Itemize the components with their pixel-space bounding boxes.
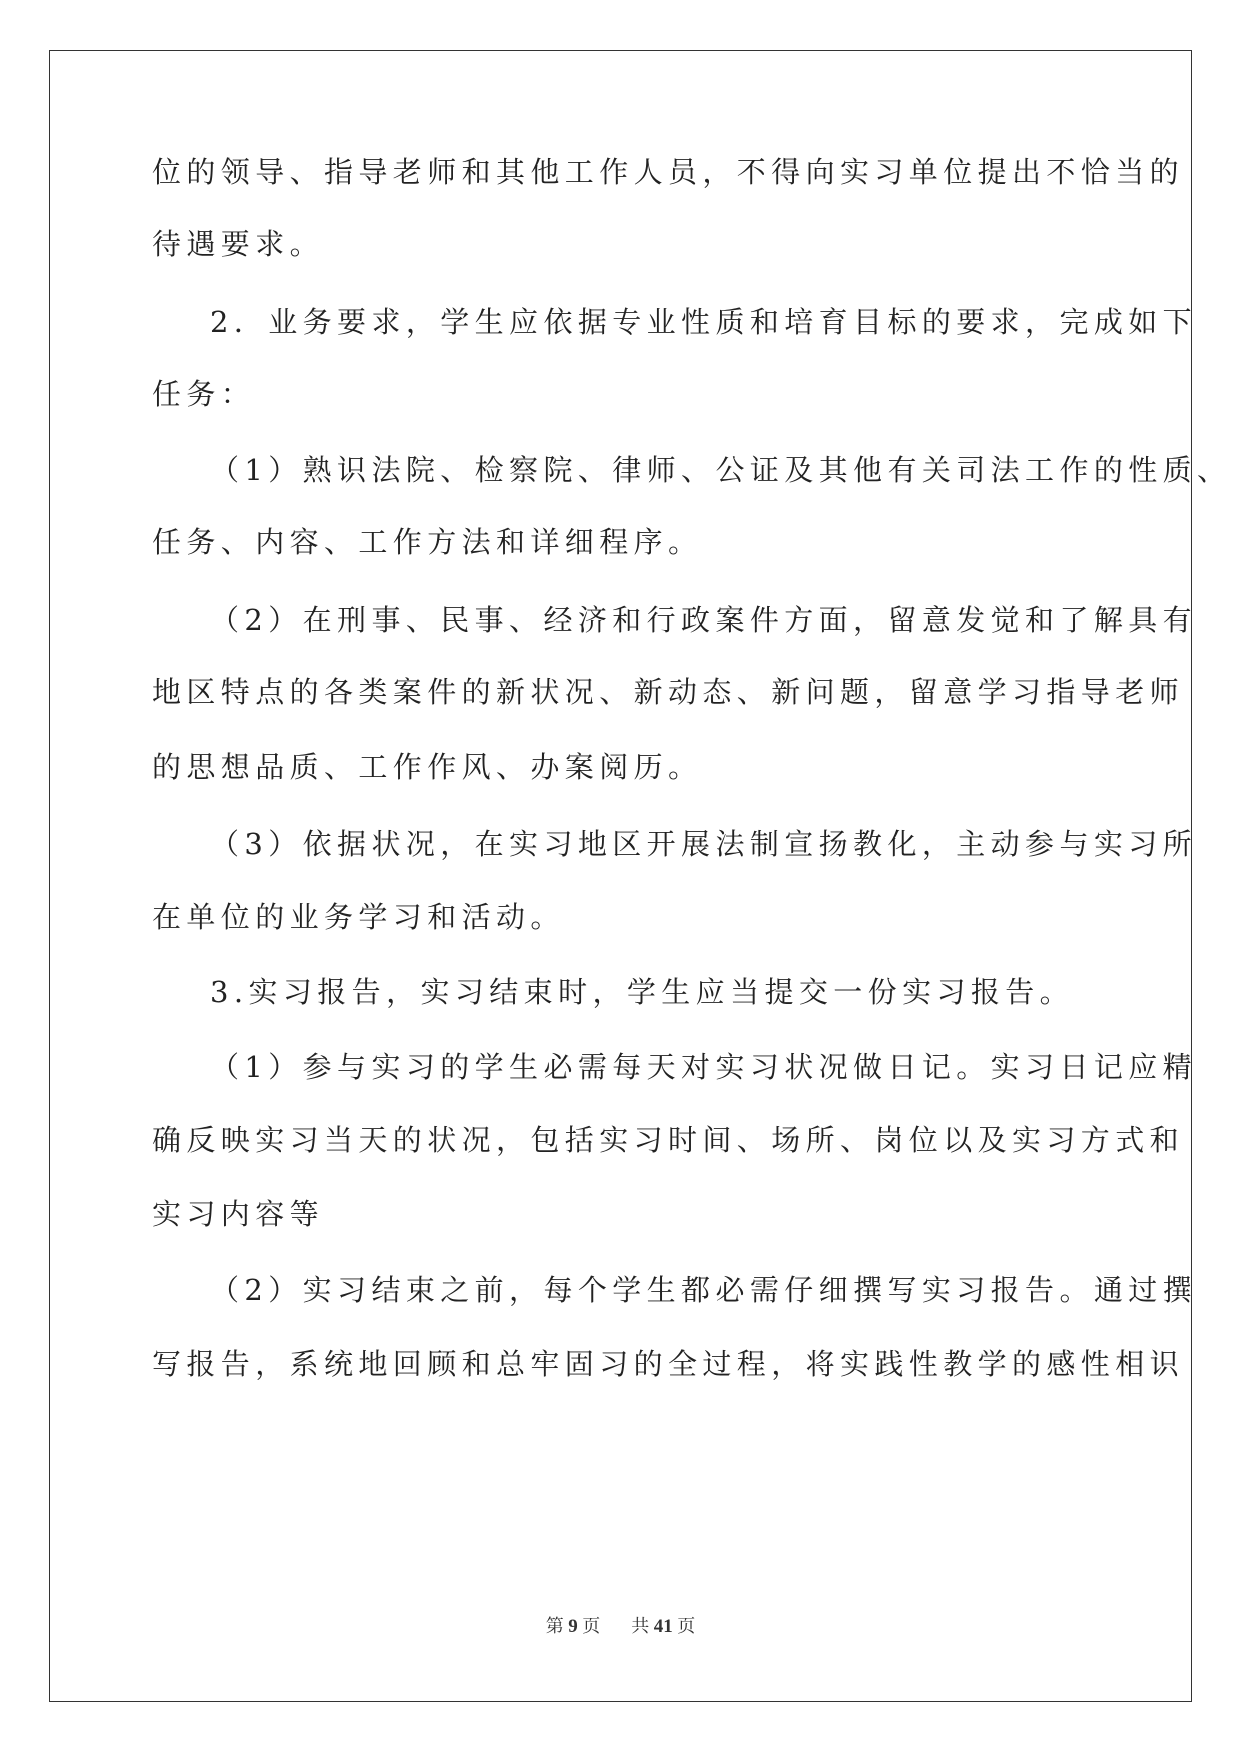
paragraph-start-line: （3）依据状况，在实习地区开展法制宣扬教化，主动参与实习所 xyxy=(210,827,1198,861)
text-line: 在单位的业务学习和活动。 xyxy=(152,900,565,934)
text-line: 确反映实习当天的状况，包括实习时间、场所、岗位以及实习方式和 xyxy=(152,1123,1185,1157)
paragraph-start-line: 3.实习报告，实习结束时，学生应当提交一份实习报告。 xyxy=(210,975,1075,1009)
total-label-suffix: 页 xyxy=(677,1616,696,1636)
page-border xyxy=(49,50,1232,1702)
text-line: 任务、内容、工作方法和详细程序。 xyxy=(152,525,703,559)
page-number: 9 xyxy=(568,1616,578,1637)
paragraph-start-line: （1）参与实习的学生必需每天对实习状况做日记。实习日记应精 xyxy=(210,1050,1198,1084)
page-label-suffix: 页 xyxy=(582,1616,601,1636)
text-line: 实习内容等 xyxy=(152,1197,325,1231)
page-footer xyxy=(0,1612,1241,1640)
text-line: 地区特点的各类案件的新状况、新动态、新问题，留意学习指导老师 xyxy=(152,675,1185,709)
paragraph-start-line: （2）实习结束之前，每个学生都必需仔细撰写实习报告。通过撰 xyxy=(210,1273,1198,1307)
paragraph-start-line: （2）在刑事、民事、经济和行政案件方面，留意发觉和了解具有 xyxy=(210,603,1198,637)
page-label-prefix: 第 xyxy=(545,1616,564,1636)
text-line: 待遇要求。 xyxy=(152,227,325,261)
text-line: 的思想品质、工作作风、办案阅历。 xyxy=(152,750,703,784)
text-line: 任务： xyxy=(152,377,256,411)
text-line: 位的领导、指导老师和其他工作人员，不得向实习单位提出不恰当的 xyxy=(152,155,1185,189)
total-pages: 41 xyxy=(653,1616,673,1637)
total-label-prefix: 共 xyxy=(631,1616,650,1636)
text-line: 写报告，系统地回顾和总牢固习的全过程，将实践性教学的感性相识 xyxy=(152,1347,1185,1381)
paragraph-start-line: 2．业务要求，学生应依据专业性质和培育目标的要求，完成如下 xyxy=(210,305,1198,339)
paragraph-start-line: （1）熟识法院、检察院、律师、公证及其他有关司法工作的性质、 xyxy=(210,453,1232,487)
